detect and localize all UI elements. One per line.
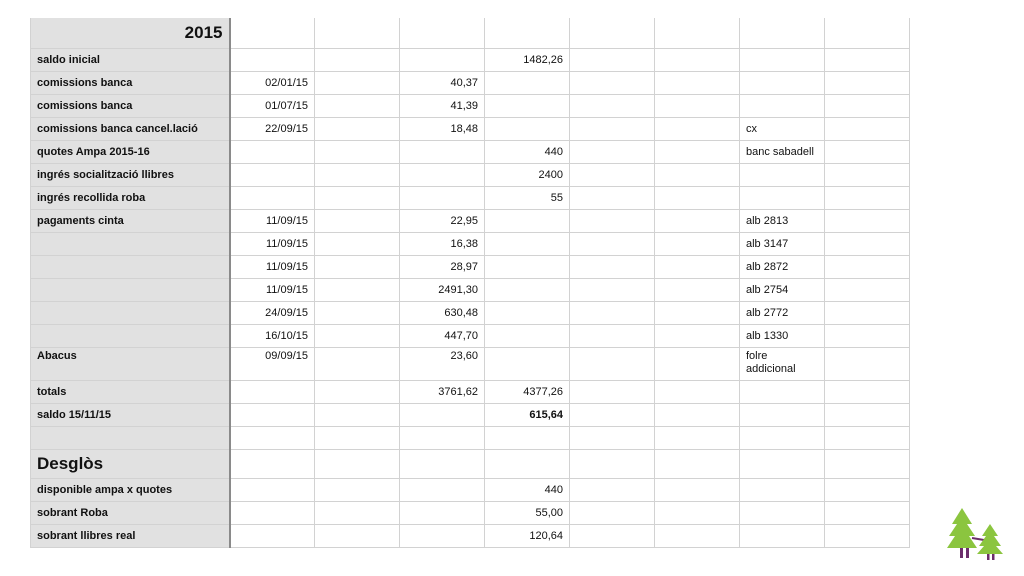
cell[interactable] [315,302,400,325]
note-cell[interactable]: alb 2872 [740,256,825,279]
row-label[interactable]: Abacus [31,348,230,381]
note-cell[interactable]: alb 2772 [740,302,825,325]
cell[interactable] [315,210,400,233]
cell[interactable] [315,118,400,141]
debit-cell[interactable]: 22,95 [400,210,485,233]
cell[interactable] [825,72,910,95]
cell[interactable] [655,72,740,95]
table-row [31,95,910,118]
note-cell[interactable]: alb 3147 [740,233,825,256]
note-cell[interactable] [740,164,825,187]
cell[interactable] [315,404,400,427]
cell[interactable] [485,450,570,479]
debit-cell[interactable] [400,164,485,187]
tree-family-logo-icon [944,504,1008,562]
cell[interactable] [655,404,740,427]
cell[interactable] [825,479,910,502]
credit-cell[interactable] [485,233,570,256]
breakdown-title-row [31,450,910,479]
row-label[interactable]: totals [31,381,230,404]
cell[interactable] [570,164,655,187]
cell[interactable] [825,404,910,427]
table-row [31,256,910,279]
year-cell[interactable]: 2015 [31,18,230,49]
cell[interactable] [825,525,910,548]
cell[interactable] [825,164,910,187]
row-label[interactable]: sobrant Roba [31,502,230,525]
note-cell[interactable] [740,381,825,404]
debit-cell[interactable]: 23,60 [400,348,485,381]
date-cell[interactable]: 16/10/15 [230,325,315,348]
cell[interactable] [315,187,400,210]
cell[interactable] [655,18,740,49]
cell[interactable] [485,427,570,450]
cell[interactable] [655,302,740,325]
date-cell[interactable]: 11/09/15 [230,279,315,302]
row-label[interactable]: sobrant llibres real [31,525,230,548]
cell[interactable] [825,49,910,72]
credit-cell[interactable] [485,72,570,95]
cell[interactable] [825,450,910,479]
table-row [31,118,910,141]
empty-row [31,427,910,450]
note-cell[interactable] [740,49,825,72]
date-cell[interactable] [230,404,315,427]
cell[interactable] [230,450,315,479]
credit-cell[interactable]: 440 [485,479,570,502]
cell[interactable] [655,279,740,302]
cell[interactable] [570,479,655,502]
cell[interactable] [570,502,655,525]
credit-cell[interactable]: 120,64 [485,525,570,548]
table-row [31,325,910,348]
label-cell[interactable] [31,427,230,450]
cell[interactable] [655,210,740,233]
cell[interactable] [825,256,910,279]
table-row [31,210,910,233]
cell[interactable] [400,479,485,502]
row-label[interactable]: comissions banca cancel.lació [31,118,230,141]
note-cell[interactable]: folre addicional [740,348,825,381]
cell[interactable] [655,256,740,279]
cell[interactable] [655,187,740,210]
cell[interactable] [315,325,400,348]
breakdown-rows [31,479,910,548]
table-row [31,72,910,95]
spreadsheet [30,18,907,548]
table-row [31,302,910,325]
credit-cell[interactable]: 615,64 [485,404,570,427]
cell[interactable] [825,95,910,118]
cell[interactable] [825,187,910,210]
cell[interactable] [825,18,910,49]
breakdown-title[interactable]: Desglòs [31,450,230,479]
cell[interactable] [230,18,315,49]
credit-cell[interactable] [485,118,570,141]
debit-cell[interactable]: 630,48 [400,302,485,325]
debit-cell[interactable]: 447,70 [400,325,485,348]
date-cell[interactable] [230,141,315,164]
cell[interactable] [740,479,825,502]
cell[interactable] [825,233,910,256]
cell[interactable] [570,450,655,479]
date-cell[interactable]: 22/09/15 [230,118,315,141]
cell[interactable] [315,95,400,118]
cell[interactable] [655,348,740,381]
note-cell[interactable] [740,72,825,95]
date-cell[interactable] [230,164,315,187]
date-cell[interactable]: 01/07/15 [230,95,315,118]
cell[interactable] [400,525,485,548]
table-row [31,164,910,187]
cell[interactable] [655,427,740,450]
cell[interactable] [315,479,400,502]
credit-cell[interactable]: 55 [485,187,570,210]
cell[interactable] [570,72,655,95]
note-cell[interactable]: alb 2754 [740,279,825,302]
row-label[interactable]: saldo inicial [31,49,230,72]
credit-cell[interactable]: 440 [485,141,570,164]
cell[interactable] [825,302,910,325]
cell[interactable] [315,233,400,256]
date-cell[interactable]: 11/09/15 [230,210,315,233]
credit-cell[interactable] [485,279,570,302]
note-cell[interactable] [740,95,825,118]
cell[interactable] [570,233,655,256]
cell[interactable] [230,479,315,502]
cell[interactable] [825,279,910,302]
credit-cell[interactable] [485,95,570,118]
cell[interactable] [655,49,740,72]
row-label[interactable]: comissions banca [31,95,230,118]
row-label[interactable]: disponible ampa x quotes [31,479,230,502]
cell[interactable] [315,72,400,95]
debit-cell[interactable] [400,49,485,72]
cell[interactable] [570,302,655,325]
debit-cell[interactable]: 2491,30 [400,279,485,302]
debit-cell[interactable] [400,404,485,427]
cell[interactable] [230,502,315,525]
cell[interactable] [570,18,655,49]
debit-cell[interactable]: 18,48 [400,118,485,141]
table-row [31,141,910,164]
row-label[interactable] [31,279,230,302]
cell[interactable] [825,427,910,450]
debit-cell[interactable]: 3761,62 [400,381,485,404]
row-label[interactable]: ingrés recollida roba [31,187,230,210]
row-label[interactable] [31,325,230,348]
row-label[interactable]: quotes Ampa 2015-16 [31,141,230,164]
debit-cell[interactable] [400,141,485,164]
credit-cell[interactable]: 4377,26 [485,381,570,404]
credit-cell[interactable] [485,256,570,279]
cell[interactable] [485,18,570,49]
row-label[interactable]: comissions banca [31,72,230,95]
debit-cell[interactable]: 28,97 [400,256,485,279]
cell[interactable] [655,141,740,164]
table-row [31,187,910,210]
cell[interactable] [315,427,400,450]
table-row [31,348,910,381]
note-cell[interactable]: alb 2813 [740,210,825,233]
cell[interactable] [825,348,910,381]
cell[interactable] [315,348,400,381]
cell[interactable] [400,427,485,450]
cell[interactable] [655,118,740,141]
accounts-table [30,18,910,548]
row-label[interactable] [31,233,230,256]
date-cell[interactable] [230,49,315,72]
cell[interactable] [315,502,400,525]
debit-cell[interactable] [400,187,485,210]
cell[interactable] [740,502,825,525]
cell[interactable] [570,325,655,348]
transaction-rows [31,49,910,427]
cell[interactable] [570,187,655,210]
table-row [31,233,910,256]
cell[interactable] [400,450,485,479]
note-cell[interactable] [740,404,825,427]
cell[interactable] [315,164,400,187]
cell[interactable] [655,164,740,187]
cell[interactable] [570,381,655,404]
date-cell[interactable] [230,187,315,210]
note-cell[interactable]: alb 1330 [740,325,825,348]
table-row [31,279,910,302]
cell[interactable] [570,279,655,302]
cell[interactable] [740,450,825,479]
cell[interactable] [230,525,315,548]
breakdown-row [31,525,910,548]
cell[interactable] [825,141,910,164]
note-cell[interactable]: banc sabadell [740,141,825,164]
row-label[interactable]: pagaments cinta [31,210,230,233]
cell[interactable] [570,210,655,233]
cell[interactable] [315,141,400,164]
date-cell[interactable]: 09/09/15 [230,348,315,381]
header-row [31,18,910,49]
credit-cell[interactable]: 1482,26 [485,49,570,72]
cell[interactable] [655,381,740,404]
cell[interactable] [315,256,400,279]
cell[interactable] [570,256,655,279]
table-row [31,404,910,427]
cell[interactable] [655,95,740,118]
cell[interactable] [655,502,740,525]
date-cell[interactable]: 02/01/15 [230,72,315,95]
cell[interactable] [825,210,910,233]
cell[interactable] [315,49,400,72]
cell[interactable] [570,141,655,164]
cell[interactable] [655,479,740,502]
debit-cell[interactable]: 16,38 [400,233,485,256]
table-row [31,49,910,72]
cell[interactable] [570,404,655,427]
credit-cell[interactable] [485,302,570,325]
credit-cell[interactable] [485,325,570,348]
date-cell[interactable] [230,381,315,404]
cell[interactable] [655,233,740,256]
row-label[interactable] [31,302,230,325]
debit-cell[interactable]: 40,37 [400,72,485,95]
note-cell[interactable] [740,187,825,210]
cell[interactable] [825,381,910,404]
cell[interactable] [655,325,740,348]
cell[interactable] [400,18,485,49]
note-cell[interactable]: cx [740,118,825,141]
date-cell[interactable]: 11/09/15 [230,256,315,279]
cell[interactable] [740,18,825,49]
cell[interactable] [825,118,910,141]
cell[interactable] [570,118,655,141]
credit-cell[interactable]: 2400 [485,164,570,187]
date-cell[interactable]: 24/09/15 [230,302,315,325]
cell[interactable] [570,95,655,118]
cell[interactable] [740,427,825,450]
table-row [31,381,910,404]
cell[interactable] [740,525,825,548]
cell[interactable] [655,450,740,479]
row-label[interactable]: ingrés socialització llibres [31,164,230,187]
cell[interactable] [400,502,485,525]
date-cell[interactable]: 11/09/15 [230,233,315,256]
breakdown-row [31,479,910,502]
row-label[interactable]: saldo 15/11/15 [31,404,230,427]
debit-cell[interactable]: 41,39 [400,95,485,118]
cell[interactable] [825,502,910,525]
breakdown-row [31,502,910,525]
credit-cell[interactable]: 55,00 [485,502,570,525]
credit-cell[interactable] [485,348,570,381]
cell[interactable] [570,427,655,450]
cell[interactable] [570,525,655,548]
cell[interactable] [230,427,315,450]
cell[interactable] [315,525,400,548]
row-label[interactable] [31,256,230,279]
cell[interactable] [570,49,655,72]
cell[interactable] [315,18,400,49]
cell[interactable] [315,381,400,404]
cell[interactable] [315,450,400,479]
cell[interactable] [825,325,910,348]
cell[interactable] [315,279,400,302]
cell[interactable] [655,525,740,548]
credit-cell[interactable] [485,210,570,233]
cell[interactable] [570,348,655,381]
